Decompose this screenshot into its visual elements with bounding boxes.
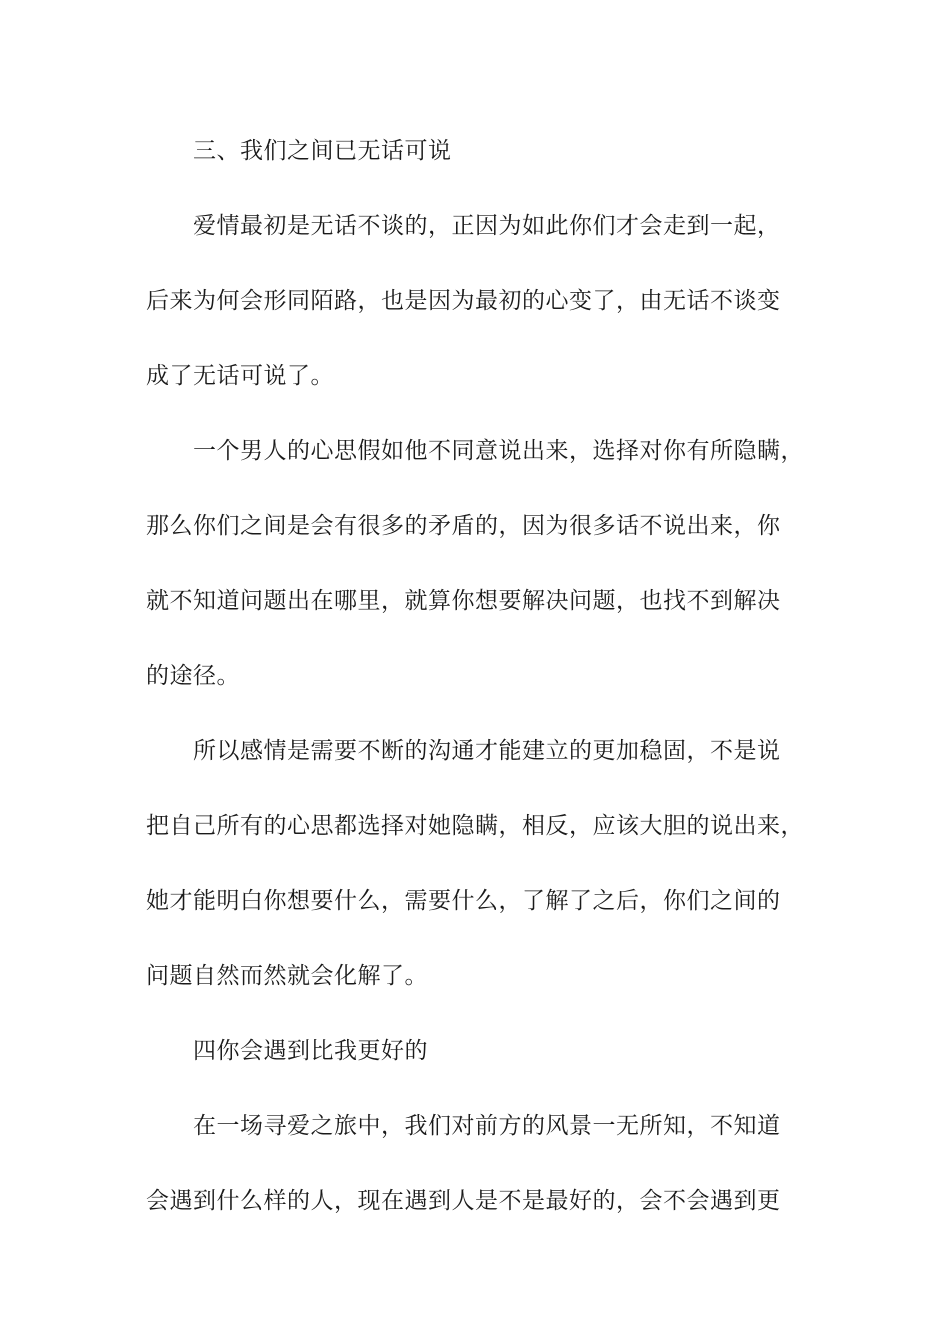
paragraph-line: 后来为何会形同陌路，也是因为最初的心变了，由无话不谈变 <box>146 288 781 314</box>
paragraph-line: 就不知道问题出在哪里，就算你想要解决问题，也找不到解决 <box>146 588 781 614</box>
section-heading-4: 四你会遇到比我更好的 <box>193 1038 428 1064</box>
paragraph-line: 会遇到什么样的人，现在遇到人是不是最好的，会不会遇到更 <box>146 1188 781 1214</box>
section-heading-3: 三、我们之间已无话可说 <box>193 138 452 164</box>
paragraph-line: 所以感情是需要不断的沟通才能建立的更加稳固，不是说 <box>193 738 781 764</box>
paragraph-line: 把自己所有的心思都选择对她隐瞒，相反，应该大胆的说出来， <box>146 813 804 839</box>
paragraph-line: 成了无话可说了。 <box>146 363 334 389</box>
paragraph-line: 问题自然而然就会化解了。 <box>146 963 428 989</box>
paragraph-line: 的途径。 <box>146 663 240 689</box>
paragraph-line: 爱情最初是无话不谈的，正因为如此你们才会走到一起， <box>193 213 781 239</box>
paragraph-line: 一个男人的心思假如他不同意说出来，选择对你有所隐瞒， <box>193 438 804 464</box>
paragraph-line: 她才能明白你想要什么，需要什么，了解了之后，你们之间的 <box>146 888 781 914</box>
paragraph-line: 在一场寻爱之旅中，我们对前方的风景一无所知，不知道 <box>193 1113 781 1139</box>
paragraph-line: 那么你们之间是会有很多的矛盾的，因为很多话不说出来，你 <box>146 513 781 539</box>
